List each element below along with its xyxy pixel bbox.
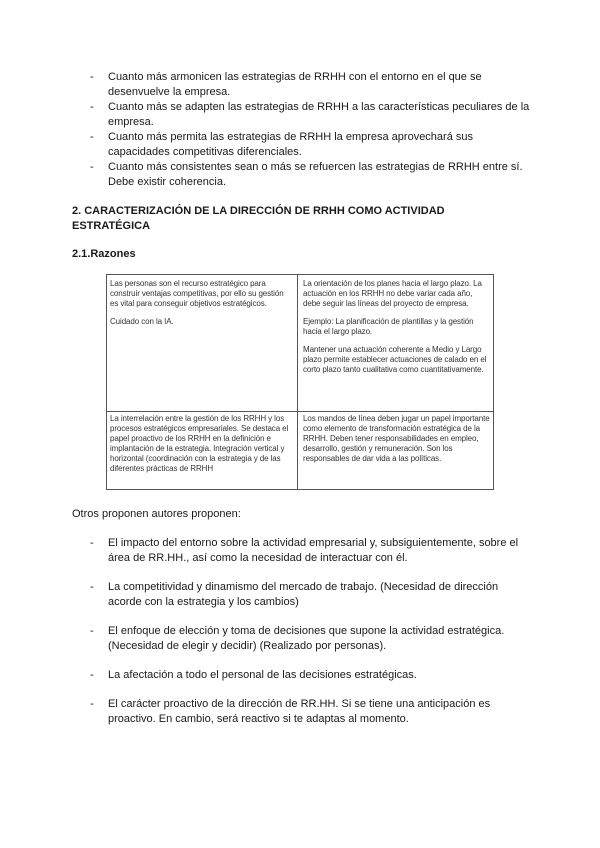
subsection-heading: 2.1.Razones: [72, 248, 136, 260]
list-item-text: El enfoque de elección y toma de decisiones que supone la actividad estratégica. (Necesidad de elegir y decidir) (Realizado por personas).: [108, 625, 505, 652]
list-item: [90, 70, 530, 100]
bullet-dash: -: [90, 71, 94, 83]
list-item: [90, 580, 530, 610]
table-divider-horizontal: [107, 411, 493, 412]
list-item: [90, 160, 530, 190]
list-item: [90, 100, 530, 130]
list-item-text: La afectación a todo el personal de las decisiones estratégicas.: [108, 669, 417, 681]
others-intro: Otros proponen autores proponen:: [72, 508, 241, 520]
bullet-dash: -: [90, 161, 94, 173]
cell-text: Cuidado con la IA.: [110, 317, 174, 326]
list-item: [90, 668, 530, 683]
list-item-text: Cuanto más consistentes sean o más se refuercen las estrategias de RRHH entre sí. Debe existir coherencia.: [108, 161, 523, 188]
bullet-dash: -: [90, 537, 94, 549]
bullet-dash: -: [90, 131, 94, 143]
cell-text: La orientación de los planes hacia el largo plazo. La actuación en los RRHH no debe variar cada año, debe seguir las líneas del proyecto de empresa.: [303, 279, 482, 308]
list-item-text: Cuanto más permita las estrategias de RRHH la empresa aprovechará sus capacidades competitivas diferenciales.: [108, 131, 473, 158]
table-cell-line-managers: [303, 414, 491, 464]
table-cell-long-term: [303, 279, 491, 375]
cell-text: Los mandos de línea deben jugar un papel importante como elemento de transformación estratégica de la RRHH. Deben tener responsabilidades en empleo, desarrollo, gestión y remuneración. Son los responsables de dar vida a las políticas.: [303, 414, 490, 463]
table-cell-people: [110, 279, 292, 327]
bullet-dash: -: [90, 625, 94, 637]
list-item: [90, 624, 530, 654]
cell-text: Las personas son el recurso estratégico para construir ventajas competitivas, por ello su gestión es vital para conseguir objetivos estratégicos.: [110, 279, 284, 308]
list-item: [90, 536, 530, 566]
table-divider-vertical: [297, 275, 298, 489]
reasons-table: [106, 274, 494, 490]
cell-text: Ejemplo: La planificación de plantillas y la gestión hacia el largo plazo.: [303, 317, 474, 336]
bottom-bullet-list: [90, 536, 530, 741]
bullet-dash: -: [90, 669, 94, 681]
list-item: [90, 130, 530, 160]
section-heading: 2. CARACTERIZACIÓN DE LA DIRECCIÓN DE RRHH COMO ACTIVIDAD ESTRATÉGICA: [72, 205, 445, 232]
cell-text: La interrelación entre la gestión de los RRHH y los procesos estratégicos empresariales. Se destaca el papel proactivo de los RRHH en la definición e implantación de la estrategia. Integración vertical y horizontal (coordinación con la estrategia y de las diferentes prácticas de RRHH: [110, 414, 289, 473]
list-item-text: Cuanto más armonicen las estrategias de RRHH con el entorno en el que se desenvuelve la empresa.: [108, 71, 482, 98]
bullet-dash: -: [90, 101, 94, 113]
list-item-text: El impacto del entorno sobre la actividad empresarial y, subsiguientemente, sobre el área de RR.HH., así como la necesidad de interactuar con él.: [108, 537, 519, 564]
cell-text: Mantener una actuación coherente a Medio y Largo plazo permite establecer actuaciones de calado en el corto plazo tanto cualitativa como cuantitativamente.: [303, 345, 487, 374]
table-cell-interrelation: [110, 414, 292, 474]
list-item: [90, 697, 530, 727]
list-item-text: La competitividad y dinamismo del mercado de trabajo. (Necesidad de dirección acorde con la estrategia y los cambios): [108, 581, 499, 608]
bullet-dash: -: [90, 698, 94, 710]
top-bullet-list: [90, 70, 530, 190]
bullet-dash: -: [90, 581, 94, 593]
list-item-text: Cuanto más se adapten las estrategias de RRHH a las características peculiares de la empresa.: [108, 101, 530, 128]
list-item-text: El carácter proactivo de la dirección de RR.HH. Si se tiene una anticipación es proactivo. En cambio, será reactivo si te adaptas al momento.: [108, 698, 491, 725]
